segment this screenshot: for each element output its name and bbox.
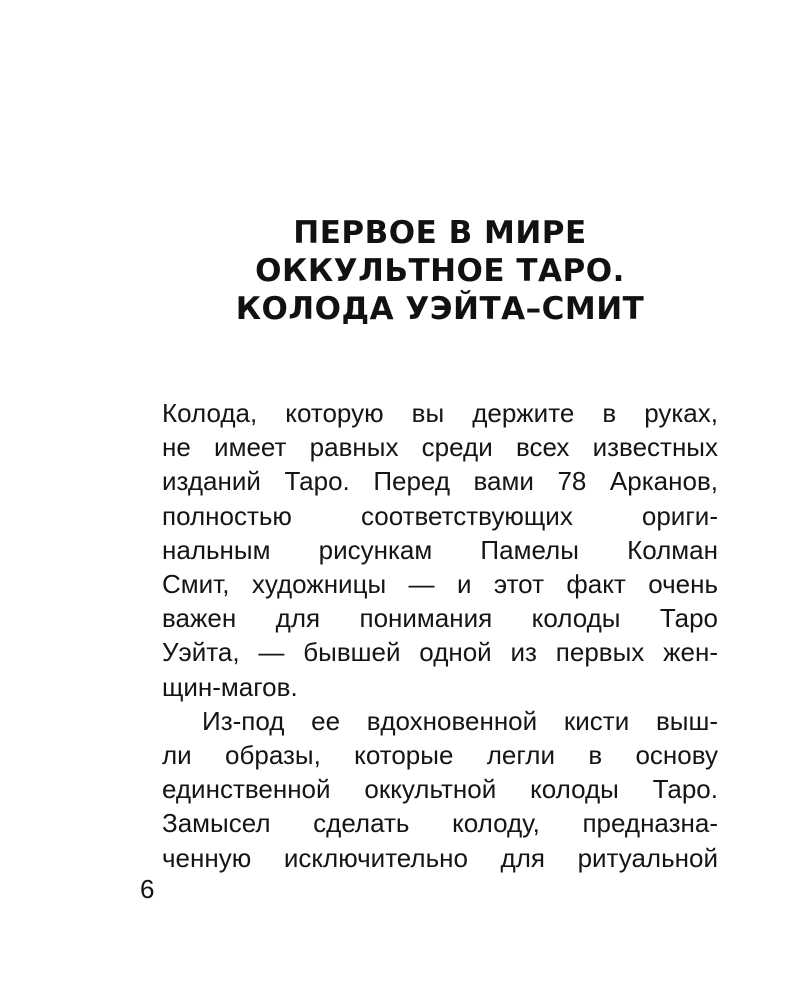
text-line: Смит, художницы — и этот факт очень — [162, 569, 718, 600]
text-line: нальным рисункам Памелы Колман — [162, 534, 718, 565]
title-line: КОЛОДА УЭЙТА–СМИТ — [235, 291, 645, 327]
paragraph-1 — [162, 396, 718, 704]
text-line: Из-под ее вдохновенной кисти выш- — [202, 705, 718, 736]
text-line: Колода, которую вы держите в руках, — [162, 398, 718, 428]
text-line: важен для понимания колоды Таро — [162, 603, 718, 634]
text-line: ли образы, которые легли в основу — [162, 740, 718, 771]
title-line: ОККУЛЬТНОЕ ТАРО. — [255, 253, 625, 289]
body-text — [162, 396, 718, 875]
title-line: ПЕРВОЕ В МИРЕ — [293, 215, 587, 251]
text-line: полностью соответствующих ориги- — [162, 500, 718, 531]
text-line: Уэйта, — бывшей одной из первых жен- — [162, 637, 718, 668]
chapter-title — [150, 214, 730, 328]
text-line: единственной оккультной колоды Таро. — [162, 774, 718, 805]
paragraph-2 — [162, 704, 718, 875]
text-line: Замысел сделать колоду, предназна- — [162, 808, 718, 839]
text-line: изданий Таро. Перед вами 78 Арканов, — [162, 466, 718, 497]
text-line: щин-магов. — [162, 671, 298, 702]
text-line: ченную исключительно для ритуальной — [162, 842, 718, 873]
page-number: 6 — [140, 874, 155, 904]
text-line: не имеет равных среди всех известных — [162, 432, 718, 463]
